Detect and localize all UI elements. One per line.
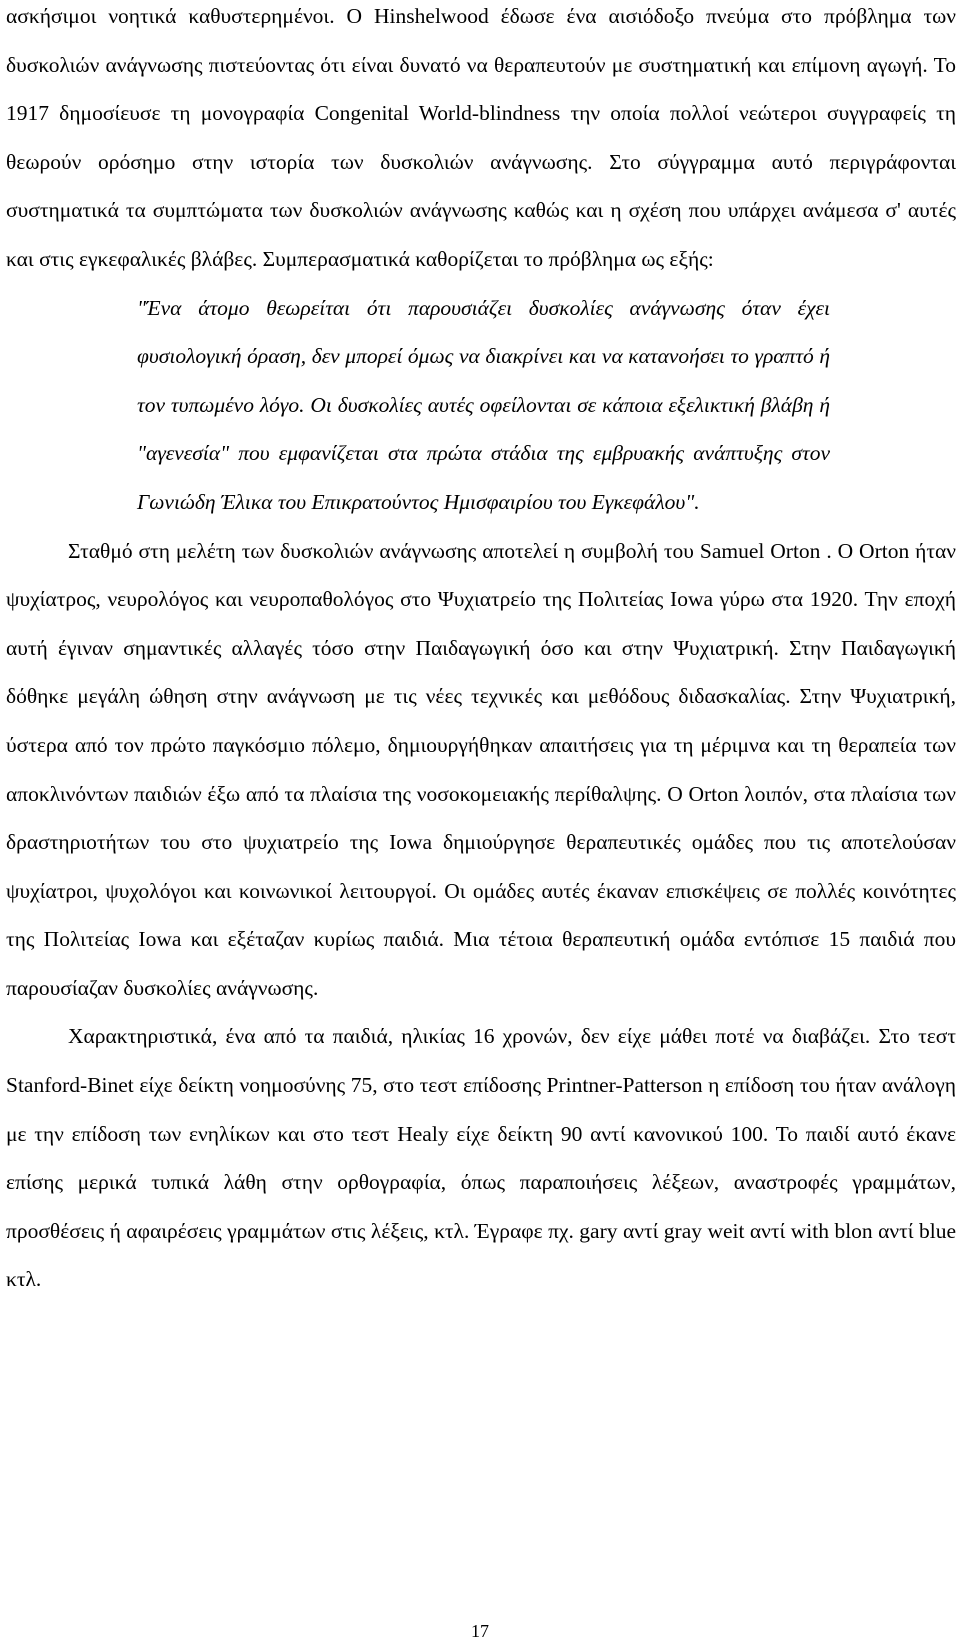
paragraph-hinshelwood: ασκήσιμοι νοητικά καθυστερημένοι. Ο Hinshelwood έδωσε ένα αισιόδοξο πνεύμα στο πρόβλημα των δυσκολιών ανάγνωσης πιστεύοντας ότι είναι δυνατό να θεραπευτούν με συστηματική και επίμονη αγωγή. Το 1917 δημοσίευσε τη μονογραφία Congenital World-blindness την οποία πολλοί νεώτεροι συγγραφείς τη θεωρούν ορόσημο στην ιστορία των δυσκολιών ανάγνωσης. Στο σύγγραμμα αυτό περιγράφονται συστηματικά τα συμπτώματα των δυσκολιών ανάγνωσης καθώς και η σχέση που υπάρχει ανάμεσα σ' αυτές και στις εγκεφαλικές βλάβες. Συμπερασματικά καθορίζεται το πρόβλημα ως εξής: [6,4,956,271]
page-number: 17 [471,1621,489,1641]
document-body [6,0,956,1304]
paragraph-orton: Σταθμό στη μελέτη των δυσκολιών ανάγνωσης αποτελεί η συμβολή του Samuel Orton . Ο Orton ήταν ψυχίατρος, νευρολόγος και νευροπαθολόγος στο Ψυχιατρείο της Πολιτείας Iowa γύρω στα 1920. Την εποχή αυτή έγιναν σημαντικές αλλαγές τόσο στην Παιδαγωγική όσο και στην Ψυχιατρική. Στην Παιδαγωγική δόθηκε μεγάλη ώθηση στην ανάγνωση με τις νέες τεχνικές και μεθόδους διδασκαλίας. Στην Ψυχιατρική, ύστερα από τον πρώτο παγκόσμιο πόλεμο, δημιουργήθηκαν απαιτήσεις για τη μέριμνα και τη θεραπεία των αποκλινόντων παιδιών έξω από τα πλαίσια της νοσοκομειακής περίθαλψης. Ο Orton λοιπόν, στα πλαίσια των δραστηριοτήτων του στο ψυχιατρείο της Iowa δημιούργησε θεραπευτικές ομάδες που τις αποτελούσαν ψυχίατροι, ψυχολόγοι και κοινωνικοί λειτουργοί. Οι ομάδες αυτές έκαναν επισκέψεις σε πολλές κοινότητες της Πολιτείας Iowa και εξέταζαν κυρίως παιδιά. Μια τέτοια θεραπευτική ομάδα εντόπισε 15 παιδιά που παρουσίαζαν δυσκολίες ανάγνωσης. [6,538,956,1000]
block-quote-definition: "Ένα άτομο θεωρείται ότι παρουσιάζει δυσκολίες ανάγνωσης όταν έχει φυσιολογική όραση, δεν μπορεί όμως να διακρίνει και να κατανοήσει το γραπτό ή τον τυπωμένο λόγο. Οι δυσκολίες αυτές οφείλονται σε κάποια εξελικτική βλάβη ή "αγενεσία" που εμφανίζεται στα πρώτα στάδια της εμβρυακής ανάπτυξης στον Γωνιώδη Έλικα του Επικρατούντος Ημισφαιρίου του Εγκεφάλου". [137,295,830,514]
paragraph-case-example: Χαρακτηριστικά, ένα από τα παιδιά, ηλικίας 16 χρονών, δεν είχε μάθει ποτέ να διαβάζει. Στο τεστ Stanford-Binet είχε δείκτη νοημοσύνης 75, στο τεστ επίδοσης Printner-Patterson η επίδοση του ήταν ανάλογη με την επίδοση των ενηλίκων και στο τεστ Healy είχε δείκτη 90 αντί κανονικού 100. Το παιδί αυτό έκανε επίσης μερικά τυπικά λάθη στην ορθογραφία, όπως παραποιήσεις λέξεων, αναστροφές γραμμάτων, προσθέσεις ή αφαιρέσεις γραμμάτων στις λέξεις, κτλ. Έγραφε πχ. gary αντί gray weit αντί with blon αντί blue κτλ. [6,1024,956,1292]
